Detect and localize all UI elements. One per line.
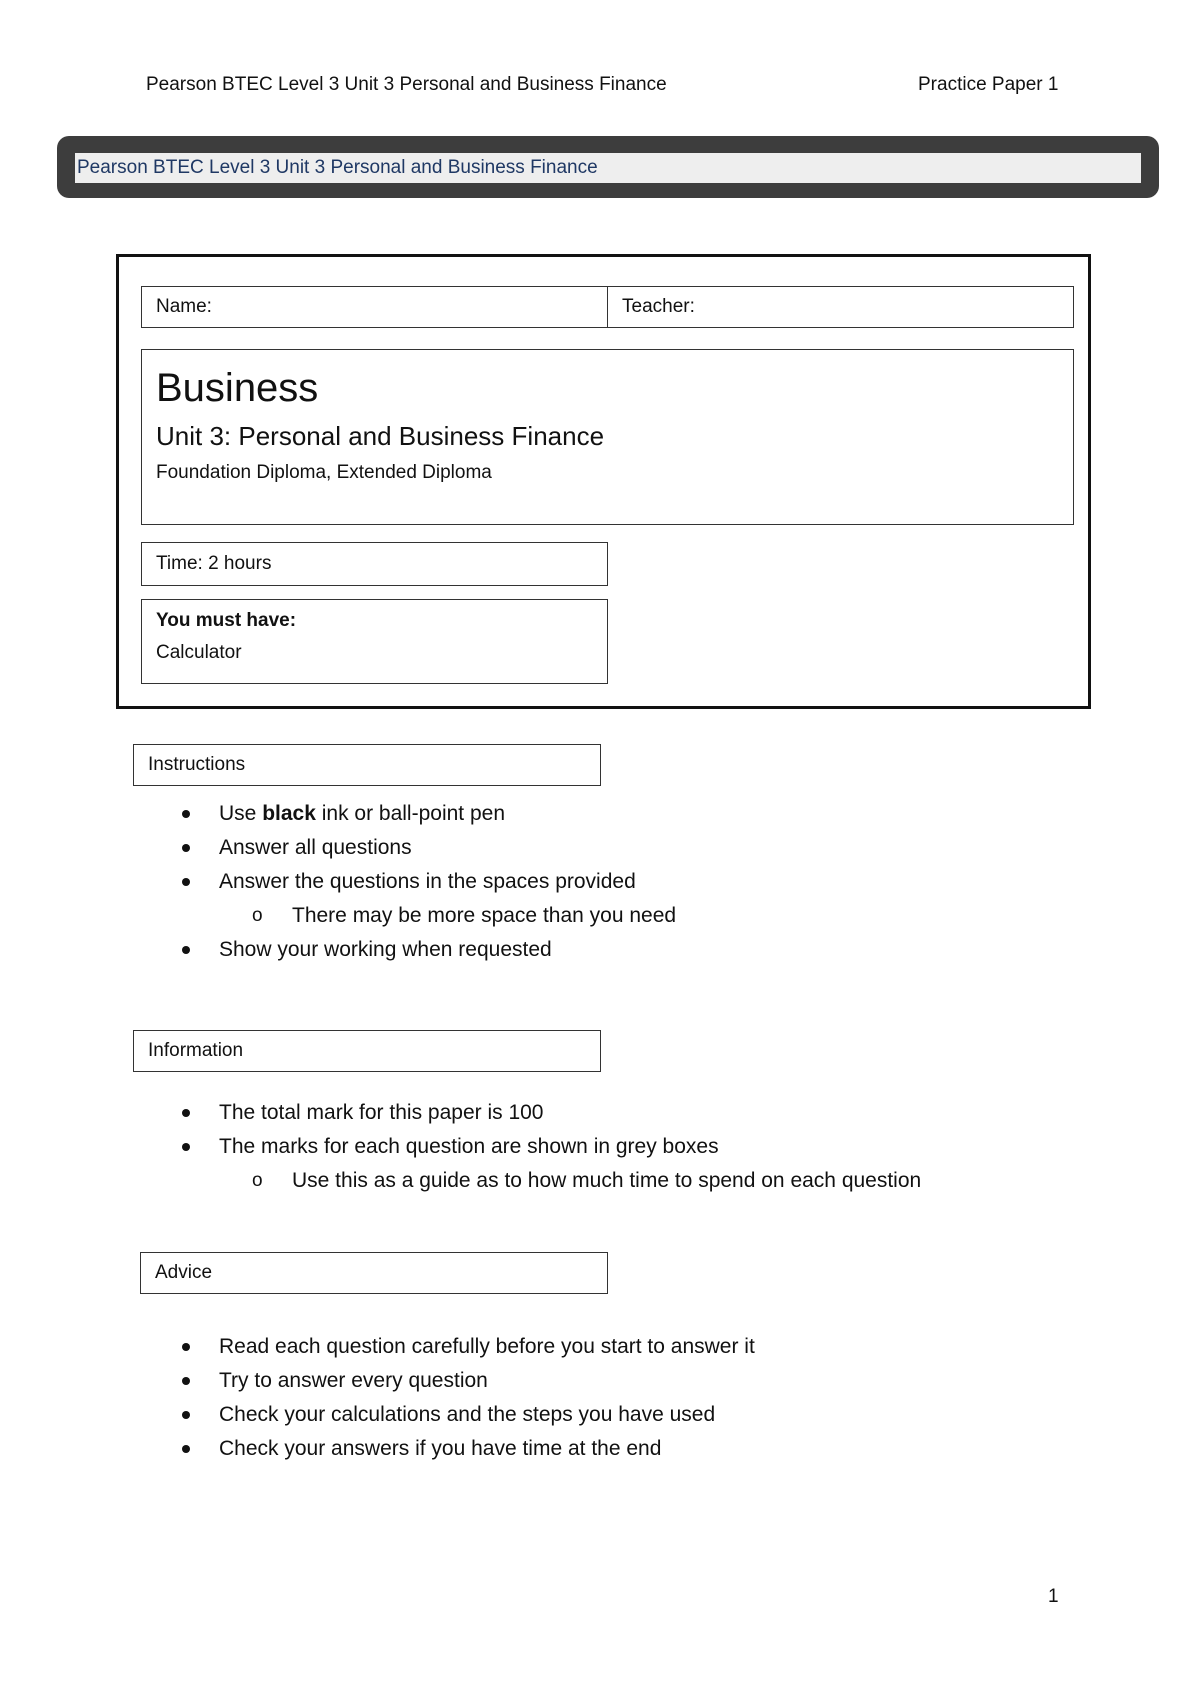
advice-list	[182, 1330, 755, 1466]
page-number: 1	[1048, 1586, 1059, 1607]
list-item-text: The marks for each question are shown in grey boxes	[219, 1135, 719, 1158]
list-item-text: Use	[219, 802, 263, 825]
list-item-text: Use this as a guide as to how much time to spend on each question	[292, 1169, 922, 1192]
list-item-text: Answer the questions in the spaces provided	[219, 870, 636, 893]
list-item	[182, 933, 676, 967]
title-banner-field	[75, 153, 1141, 183]
must-have-title: You must have:	[156, 610, 297, 631]
list-item-text: Show your working when requested	[219, 938, 552, 961]
list-item-text: Read each question carefully before you start to answer it	[219, 1335, 755, 1358]
list-item	[182, 1130, 921, 1164]
time-box	[141, 542, 608, 586]
information-heading: Information	[148, 1040, 244, 1061]
teacher-label: Teacher:	[622, 296, 695, 317]
instructions-heading-box	[133, 744, 601, 786]
running-header-title: Pearson BTEC Level 3 Unit 3 Personal and Business Finance	[146, 74, 667, 95]
information-list	[182, 1096, 921, 1198]
time-allowed: Time: 2 hours	[156, 553, 272, 574]
teacher-field[interactable]	[607, 287, 1073, 327]
instructions-list	[182, 797, 676, 967]
advice-heading: Advice	[155, 1262, 213, 1283]
list-item	[182, 1432, 755, 1466]
list-item	[182, 1364, 755, 1398]
sub-list-item	[182, 899, 676, 933]
list-item-text: ink or ball-point pen	[315, 802, 506, 825]
qualifications: Foundation Diploma, Extended Diploma	[156, 462, 492, 483]
must-have-item: Calculator	[156, 642, 242, 663]
cover-panel	[116, 254, 1091, 709]
list-item	[182, 1096, 921, 1130]
list-item	[182, 797, 676, 831]
name-field[interactable]	[142, 287, 607, 327]
running-header-paper: Practice Paper 1	[918, 74, 1059, 95]
sub-list-item	[182, 1164, 921, 1198]
title-banner	[57, 136, 1159, 198]
information-heading-box	[133, 1030, 601, 1072]
list-item	[182, 1398, 755, 1432]
list-item	[182, 1330, 755, 1364]
list-item-text: Try to answer every question	[219, 1369, 488, 1392]
list-item-text: Check your calculations and the steps you have used	[219, 1403, 716, 1426]
title-banner-text: Pearson BTEC Level 3 Unit 3 Personal and Business Finance	[77, 157, 598, 178]
instructions-heading: Instructions	[148, 754, 246, 775]
list-item-text: Check your answers if you have time at the end	[219, 1437, 662, 1460]
name-label: Name:	[156, 296, 212, 317]
candidate-fields	[141, 286, 1074, 328]
list-item	[182, 831, 676, 865]
list-item-text: The total mark for this paper is 100	[219, 1101, 544, 1124]
paper-title-box	[141, 349, 1074, 525]
subject-title: Business	[156, 366, 319, 410]
must-have-box	[141, 599, 608, 684]
advice-heading-box	[140, 1252, 608, 1294]
list-item	[182, 865, 676, 899]
list-item-emphasis: black	[262, 802, 316, 825]
unit-title: Unit 3: Personal and Business Finance	[156, 421, 605, 451]
list-item-text: There may be more space than you need	[292, 904, 677, 927]
list-item-text: Answer all questions	[219, 836, 412, 859]
